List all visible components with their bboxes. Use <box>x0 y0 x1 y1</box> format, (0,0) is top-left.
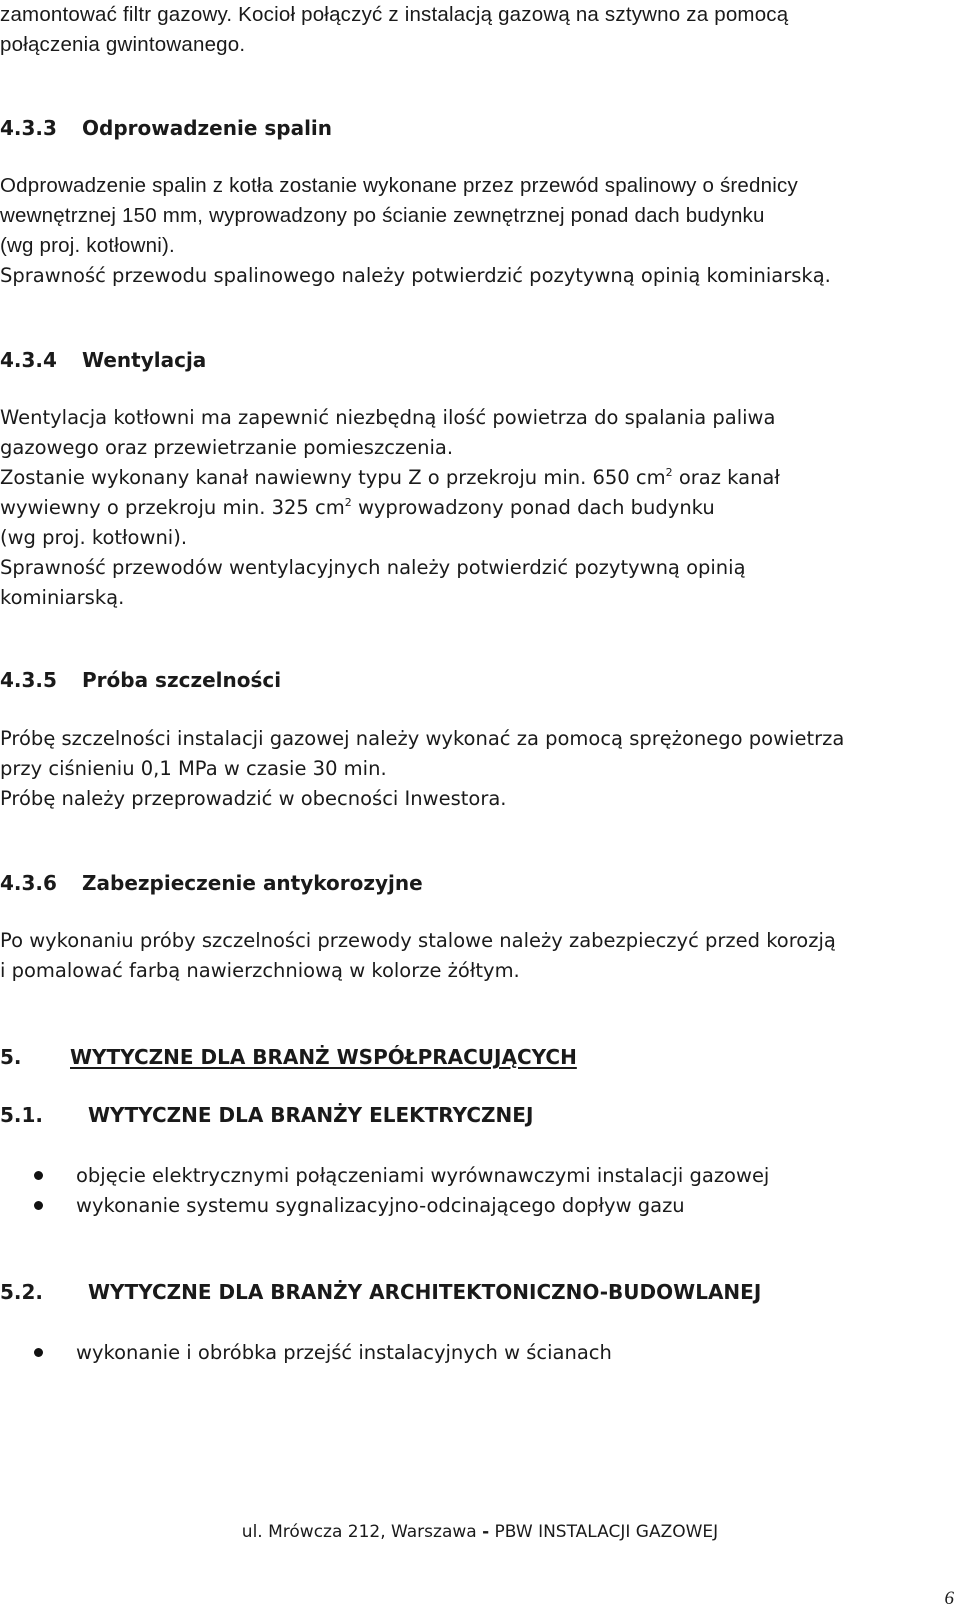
list-item: wykonanie i obróbka przejść instalacyjnych w ścianach <box>0 1338 950 1368</box>
page-number: 6 <box>944 1588 954 1609</box>
paragraph-wentylacja <box>0 403 950 613</box>
section-title: Zabezpieczenie antykorozyjne <box>82 871 423 895</box>
top-paragraph <box>0 0 950 60</box>
paragraph-sprawnosc-spalin <box>0 261 950 291</box>
text-line: przy ciśnieniu 0,1 MPa w czasie 30 min. <box>0 757 387 780</box>
section-title: WYTYCZNE DLA BRANŻY ELEKTRYCZNEJ <box>88 1103 534 1127</box>
section-title: Wentylacja <box>82 348 207 372</box>
text-line: kominiarską. <box>0 586 125 609</box>
section-heading-4-3-4 <box>0 345 950 375</box>
paragraph-antykorozja <box>0 926 950 986</box>
list-item: objęcie elektrycznymi połączeniami wyrównawczymi instalacji gazowej <box>0 1161 950 1191</box>
section-heading-5 <box>0 1042 950 1072</box>
section-heading-4-3-3 <box>0 113 950 143</box>
section-number: 5.2. <box>0 1280 44 1304</box>
text-line: Odprowadzenie spalin z kotła zostanie wykonane przez przewód spalinowy o średnicy <box>0 174 798 197</box>
text-line: Po wykonaniu próby szczelności przewody stalowe należy zabezpieczyć przed korozją <box>0 929 836 952</box>
text-line: połączenia gwintowanego. <box>0 33 246 56</box>
text-line: wywiewny o przekroju min. 325 $cm^2$ wyprowadzony ponad dach budynku <box>0 496 715 519</box>
text-line: Zostanie wykonany kanał nawiewny typu Z o przekroju min. 650 $cm^2$ oraz kanał <box>0 466 780 489</box>
section-heading-4-3-5 <box>0 665 950 695</box>
text-line: zamontować filtr gazowy. Kocioł połączyć z instalacją gazową na sztywno za pomocą <box>0 3 789 26</box>
bullet-list-budowlana <box>0 1338 950 1368</box>
text-line: Próbę szczelności instalacji gazowej należy wykonać za pomocą sprężonego powietrza <box>0 727 845 750</box>
bullet-icon <box>34 1348 43 1357</box>
text-line: Wentylacja kotłowni ma zapewnić niezbędną ilość powietrza do spalania paliwa <box>0 406 776 429</box>
text-line: i pomalować farbą nawierzchniową w kolorze żółtym. <box>0 959 520 982</box>
section-heading-4-3-6 <box>0 868 950 898</box>
section-number: 4.3.3 <box>0 116 57 140</box>
page-footer: ul. Mrówcza 212, Warszawa - PBW INSTALACJI GAZOWEJ <box>241 1522 719 1542</box>
section-heading-5-2 <box>0 1277 950 1307</box>
section-title: Próba szczelności <box>82 668 282 692</box>
bullet-icon <box>34 1171 43 1180</box>
section-title: Odprowadzenie spalin <box>82 116 333 140</box>
text-line: Próbę należy przeprowadzić w obecności Inwestora. <box>0 787 507 810</box>
section-title: WYTYCZNE DLA BRANŻY ARCHITEKTONICZNO-BUDOWLANEJ <box>88 1280 762 1304</box>
text-line: gazowego oraz przewietrzanie pomieszczenia. <box>0 436 454 459</box>
section-number: 5. <box>0 1045 22 1069</box>
bullet-list-elektryczna <box>0 1161 950 1221</box>
text-line: (wg proj. kotłowni). <box>0 234 175 257</box>
list-item: wykonanie systemu sygnalizacyjno-odcinającego dopływ gazu <box>0 1191 950 1221</box>
section-number: 4.3.6 <box>0 871 57 895</box>
section-number: 4.3.5 <box>0 668 57 692</box>
paragraph-proba <box>0 724 950 814</box>
paragraph-odprowadzenie <box>0 171 950 261</box>
text-line: Sprawność przewodów wentylacyjnych należy potwierdzić pozytywną opinią <box>0 556 746 579</box>
section-number: 4.3.4 <box>0 348 57 372</box>
text-line: Sprawność przewodu spalinowego należy potwierdzić pozytywną opinią kominiarską. <box>0 264 831 287</box>
section-number: 5.1. <box>0 1103 44 1127</box>
text-line: (wg proj. kotłowni). <box>0 526 188 549</box>
section-title: WYTYCZNE DLA BRANŻ WSPÓŁPRACUJĄCYCH <box>70 1045 577 1069</box>
superscript: 2 <box>665 466 673 479</box>
text-line: wewnętrznej 150 mm, wyprowadzony po ścianie zewnętrznej ponad dach budynku <box>0 204 765 227</box>
section-heading-5-1 <box>0 1100 950 1130</box>
bullet-icon <box>34 1201 43 1210</box>
superscript: 2 <box>344 496 352 509</box>
